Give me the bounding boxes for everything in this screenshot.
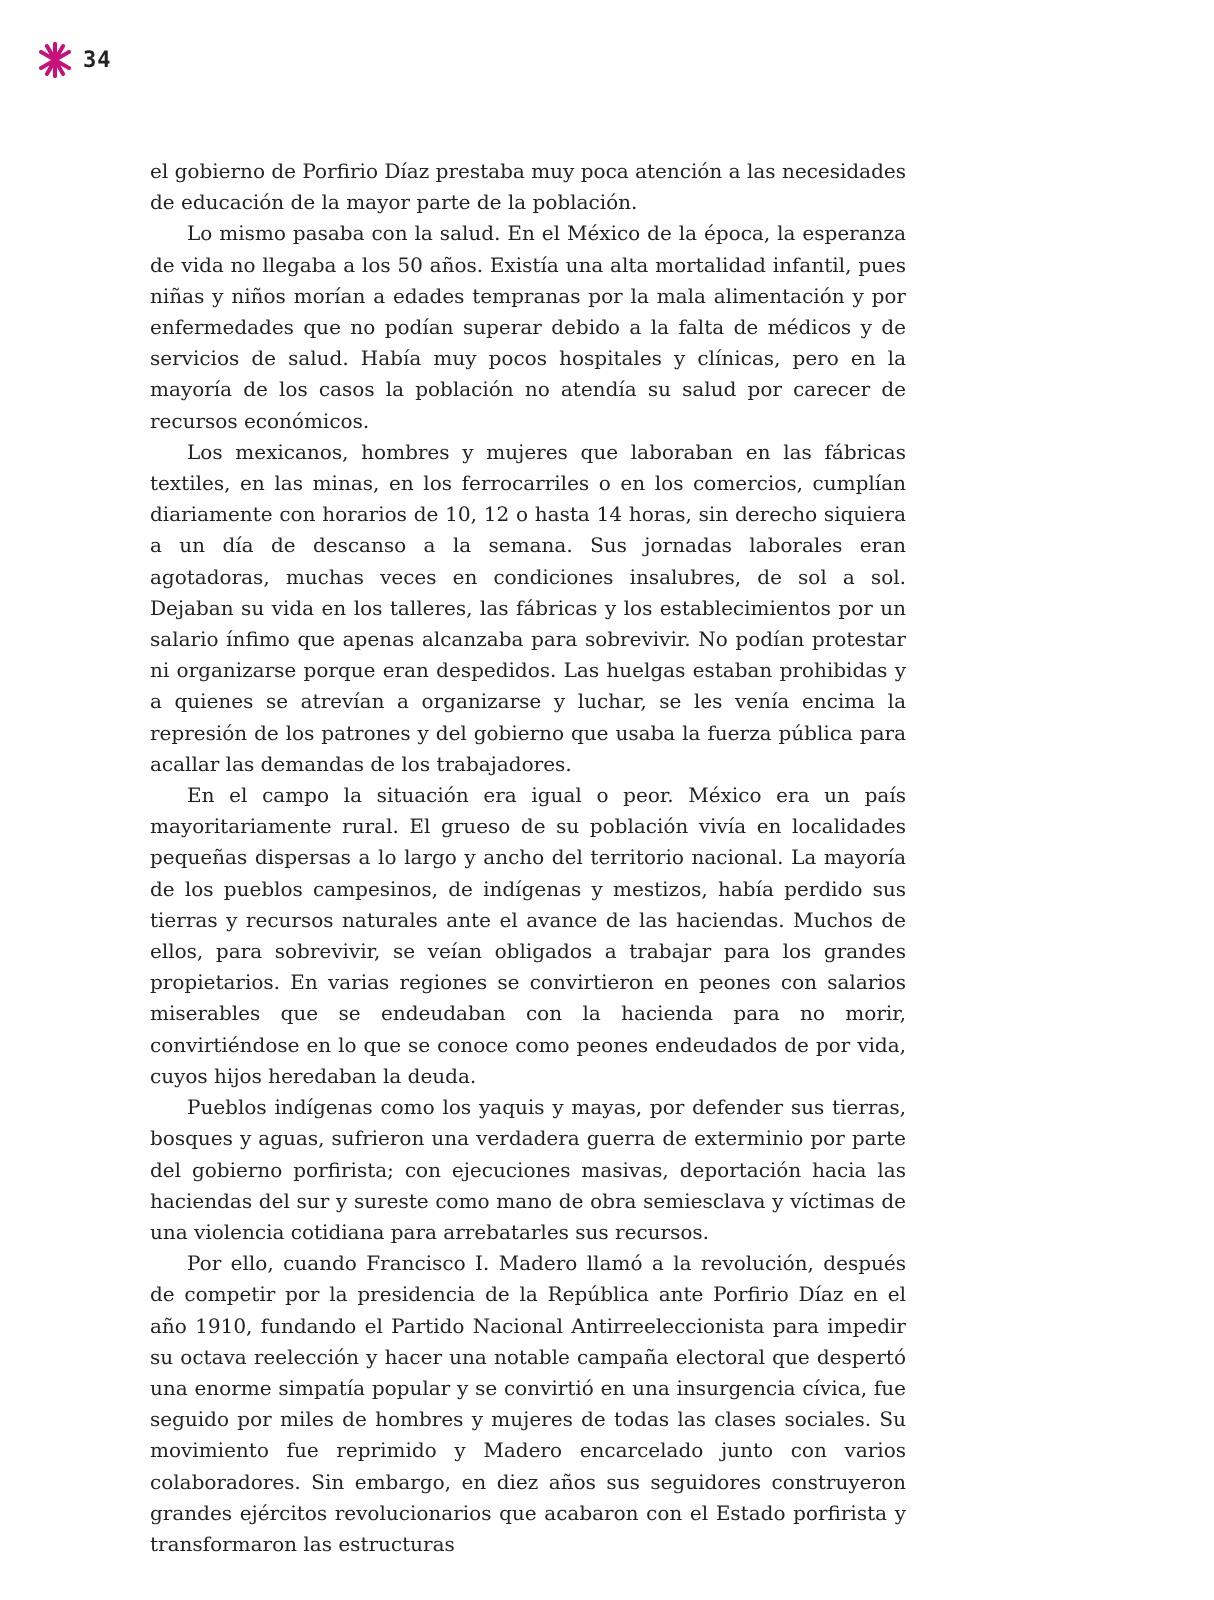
paragraph: En el campo la situación era igual o peor. México era un país mayoritariamente rural. El grueso de su población vivía en localidades pequeñas dispersas a lo largo y ancho del territorio nacional. La mayoría de los pueblos campesinos, de indígenas y mestizos, había perdido sus tierras y recursos naturales ante el avance de las haciendas. Muchos de ellos, para sobrevivir, se veían obligados a trabajar para los grandes propietarios. En varias regiones se convirtieron en peones con salarios miserables que se endeudaban con la hacienda para no morir, convirtiéndose en lo que se conoce como peones endeudados de por vida, cuyos hijos heredaban la deuda.: [150, 783, 906, 1088]
paragraph: Lo mismo pasaba con la salud. En el México de la época, la esperanza de vida no llegaba a los 50 años. Existía una alta mortalidad infantil, pues niñas y niños morían a edades tempranas por la mala alimentación y por enfermedades que no podían superar debido a la falta de médicos y de servicios de salud. Había muy pocos hospitales y clínicas, pero en la mayoría de los casos la población no atendía su salud por carecer de recursos económicos.: [150, 221, 906, 433]
paragraph: Pueblos indígenas como los yaquis y mayas, por defender sus tierras, bosques y aguas, sufrieron una verdadera guerra de exterminio por parte del gobierno porfirista; con ejecuciones masivas, deportación hacia las haciendas del sur y sureste como mano de obra semiesclava y víctimas de una violencia cotidiana para arrebatarles sus recursos.: [150, 1095, 906, 1244]
page-header: [36, 40, 112, 80]
paragraph: Los mexicanos, hombres y mujeres que laboraban en las fábricas textiles, en las minas, en los ferrocarriles o en los comercios, cumplían diariamente con horarios de 10, 12 o hasta 14 horas, sin derecho siquiera a un día de descanso a la semana. Sus jornadas laborales eran agotadoras, muchas veces en condiciones insalubres, de sol a sol. Dejaban su vida en los talleres, las fábricas y los establecimientos por un salario ínfimo que apenas alcanzaba para sobrevivir. No podían protestar ni organizarse porque eran despedidos. Las huelgas estaban prohibidas y a quienes se atrevían a organizarse y luchar, se les venía encima la represión de los patrones y del gobierno que usaba la fuerza pública para acallar las demandas de los trabajadores.: [150, 439, 906, 776]
body-text: [150, 156, 906, 1560]
asterisk-icon: [36, 41, 74, 79]
paragraph: Por ello, cuando Francisco I. Madero llamó a la revolución, después de competir por la presidencia de la República ante Porfirio Díaz en el año 1910, fundando el Partido Nacional Antirreeleccionista para impedir su octava reelección y hacer una notable campaña electoral que despertó una enorme simpatía popular y se convirtió en una insurgencia cívica, fue seguido por miles de hombres y mujeres de todas las clases sociales. Su movimiento fue reprimido y Madero encarcelado junto con varios colaboradores. Sin embargo, en diez años sus seguidores construyeron grandes ejércitos revolucionarios que acabaron con el Estado porfirista y transformaron las estructuras: [150, 1251, 906, 1556]
paragraph: el gobierno de Porfirio Díaz prestaba muy poca atención a las necesidades de educación de la mayor parte de la población.: [150, 159, 906, 215]
page-number: 34: [83, 47, 112, 73]
